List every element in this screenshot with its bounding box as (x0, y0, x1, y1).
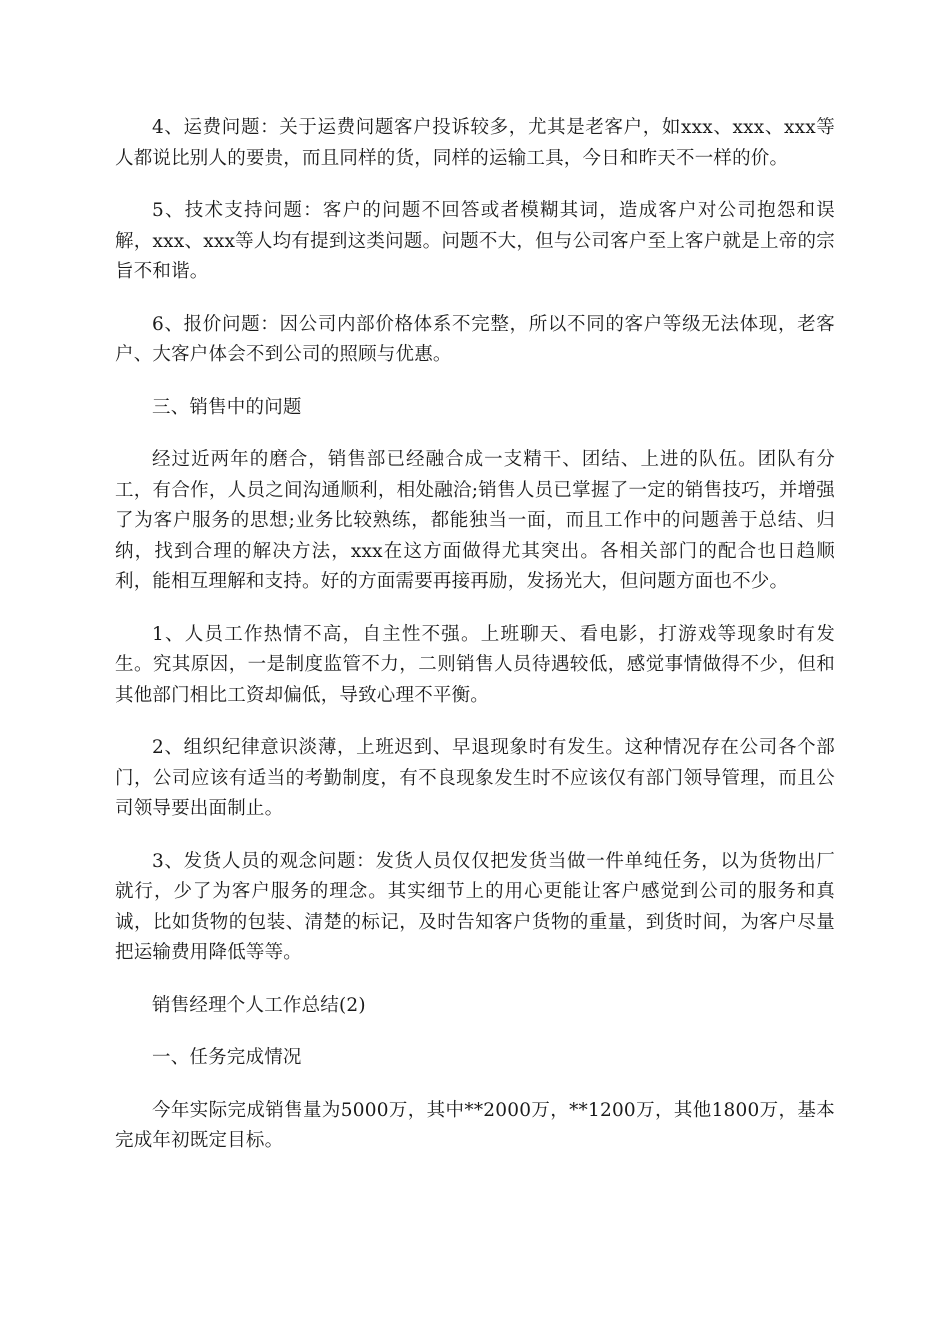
paragraph-discipline: 2、组织纪律意识淡薄，上班迟到、早退现象时有发生。这种情况存在公司各个部门，公司应该有适当的考勤制度，有不良现象发生时不应该仅有部门领导管理，而且公司领导要出面制止。 (115, 737, 835, 819)
paragraph-quote-issue: 6、报价问题：因公司内部价格体系不完整，所以不同的客户等级无法体现，老客户、大客户体会不到公司的照顾与优惠。 (115, 313, 835, 365)
paragraph-shipping-staff: 3、发货人员的观念问题：发货人员仅仅把发货当做一件单纯任务，以为货物出厂就行，少了为客户服务的理念。其实细节上的用心更能让客户感觉到公司的服务和真诚，比如货物的包装、清楚的标记，及时告知客户货物的重量，到货时间，为客户尽量把运输费用降低等等。 (115, 850, 835, 963)
paragraph-tech-support-issue: 5、技术支持问题：客户的问题不回答或者模糊其词，造成客户对公司抱怨和误解，xxx、xxx等人均有提到这类问题。问题不大，但与公司客户至上客户就是上帝的宗旨不和谐。 (115, 200, 835, 282)
section-heading-task-completion: 一、任务完成情况 (152, 1047, 302, 1068)
section-heading-sales-problems: 三、销售中的问题 (152, 396, 302, 418)
paragraph-team-overview: 经过近两年的磨合，销售部已经融合成一支精干、团结、上进的队伍。团队有分工，有合作，人员之间沟通顺利，相处融洽;销售人员已掌握了一定的销售技巧，并增强了为客户服务的思想;业务比较熟练，都能独当一面，而且工作中的问题善于总结、归纳，找到合理的解决方法，xxx在这方面做得尤其突出。各相关部门的配合也日趋顺利，能相互理解和支持。好的方面需要再接再励，发扬光大，但问题方面也不少。 (115, 449, 835, 592)
section-title-summary-2: 销售经理个人工作总结(2) (152, 994, 366, 1016)
paragraph-sales-volume: 今年实际完成销售量为5000万，其中**2000万，**1200万，其他1800万，基本完成年初既定目标。 (115, 1099, 835, 1151)
paragraph-freight-issue: 4、运费问题：关于运费问题客户投诉较多，尤其是老客户，如xxx、xxx、xxx等人都说比别人的要贵，而且同样的货，同样的运输工具，今日和昨天不一样的价。 (115, 117, 835, 169)
document-body (115, 113, 835, 1179)
paragraph-staff-enthusiasm: 1、人员工作热情不高，自主性不强。上班聊天、看电影，打游戏等现象时有发生。究其原因，一是制度监管不力，二则销售人员待遇较低，感觉事情做得不少，但和其他部门相比工资却偏低，导致心理不平衡。 (115, 623, 835, 706)
